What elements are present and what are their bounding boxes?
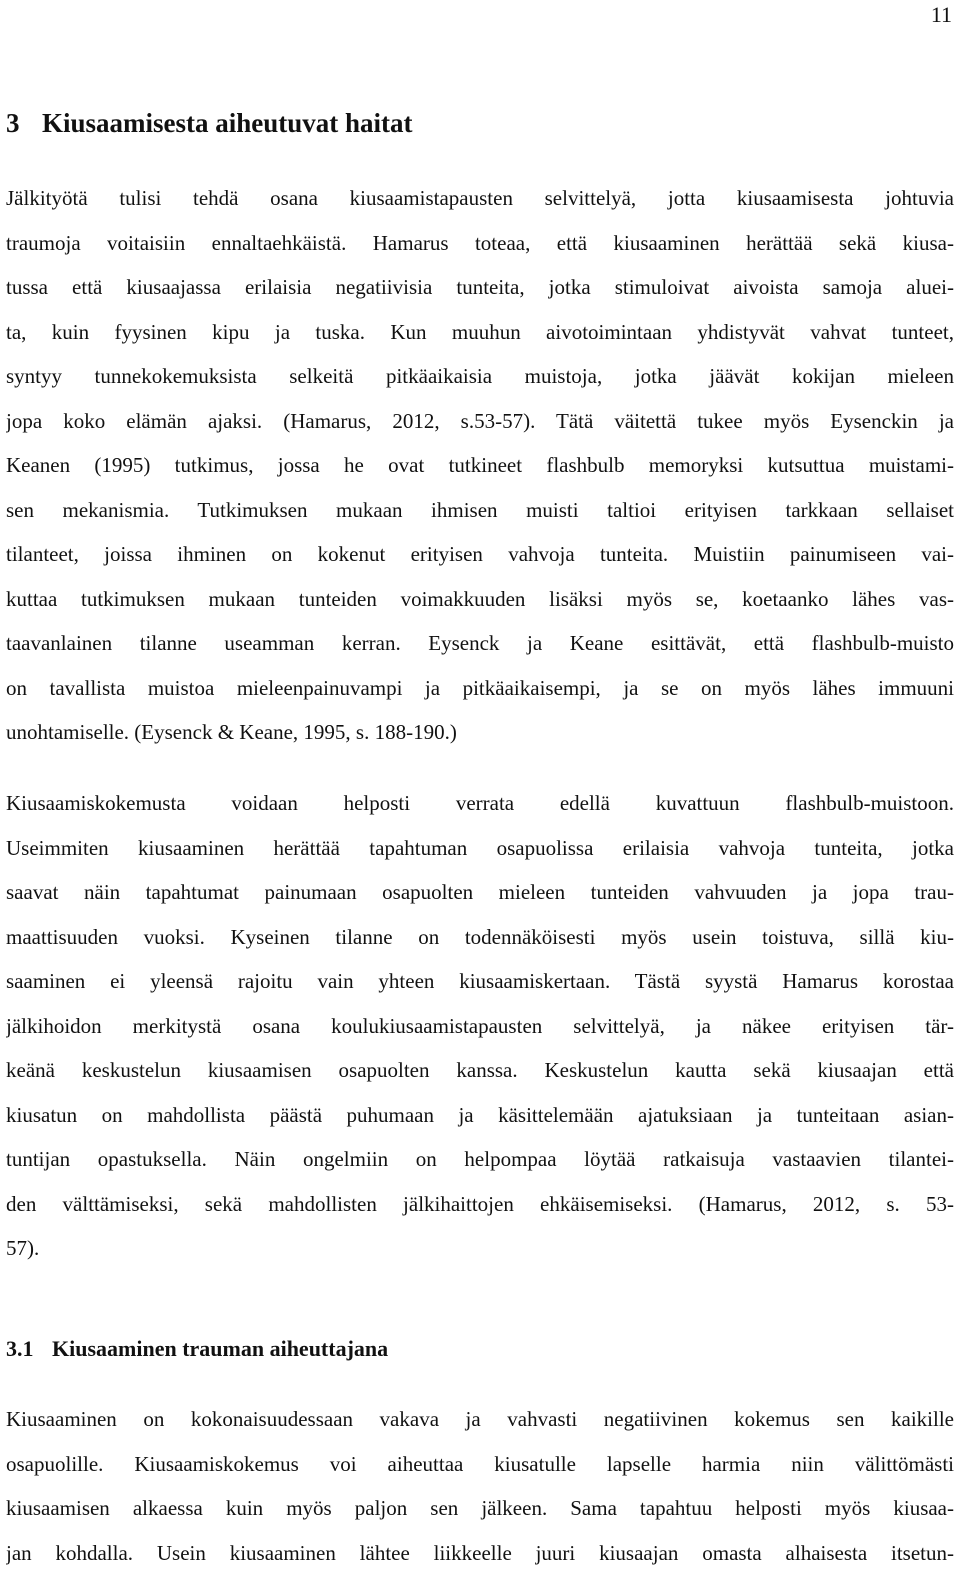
text-line: unohtamiselle. (Eysenck & Keane, 1995, s. 188-190.) (6, 710, 954, 755)
page-number: 11 (931, 2, 952, 28)
text-line: Jälkityötä tulisi tehdä osana kiusaamistapausten selvittelyä, jotta kiusaamisesta johtuvia (6, 176, 954, 221)
text-line: jopa koko elämän ajaksi. (Hamarus, 2012, s.53-57). Tätä väitettä tukee myös Eysenckin ja (6, 399, 954, 444)
text-line: traumoja voitaisiin ennaltaehkäistä. Hamarus toteaa, että kiusaaminen herättää sekä kiusa- (6, 221, 954, 266)
text-line: saavat näin tapahtumat painumaan osapuolten mieleen tunteiden vahvuuden ja jopa trau- (6, 870, 954, 915)
text-line: kiusaamisen alkaessa kuin myös paljon sen jälkeen. Sama tapahtuu helposti myös kiusaa- (6, 1486, 954, 1531)
text-line: Kiusaaminen on kokonaisuudessaan vakava ja vahvasti negatiivinen kokemus sen kaikille (6, 1397, 954, 1442)
text-line: on tavallista muistoa mieleenpainuvampi ja pitkäaikaisempi, ja se on myös lähes immuuni (6, 666, 954, 711)
text-line: osapuolille. Kiusaamiskokemus voi aiheuttaa kiusatulle lapselle harmia niin välittömästi (6, 1442, 954, 1487)
text-line: Useimmiten kiusaaminen herättää tapahtuman osapuolissa erilaisia vahvoja tunteita, jotka (6, 826, 954, 871)
text-line: tussa että kiusaajassa erilaisia negatiivisia tunteita, jotka stimuloivat aivoista samoja aluei- (6, 265, 954, 310)
paragraph-3 (6, 1397, 954, 1575)
text-line: saaminen ei yleensä rajoitu vain yhteen kiusaamiskertaan. Tästä syystä Hamarus korostaa (6, 959, 954, 1004)
section-heading (6, 106, 413, 140)
text-line: Kiusaamiskokemusta voidaan helposti verrata edellä kuvattuun flashbulb-muistoon. (6, 781, 954, 826)
text-line: maattisuuden vuoksi. Kyseinen tilanne on todennäköisesti myös usein toistuva, sillä kiu- (6, 915, 954, 960)
text-line: kiusatun on mahdollista päästä puhumaan ja käsittelemään ajatuksiaan ja tunteitaan asian- (6, 1093, 954, 1138)
text-line: tuntijan opastuksella. Näin ongelmiin on helpompaa löytää ratkaisuja vastaavien tilantei- (6, 1137, 954, 1182)
text-line: taavanlainen tilanne useamman kerran. Eysenck ja Keane esittävät, että flashbulb-muisto (6, 621, 954, 666)
text-line: Keanen (1995) tutkimus, jossa he ovat tutkineet flashbulb memoryksi kutsuttua muistami- (6, 443, 954, 488)
text-line: sen mekanismia. Tutkimuksen mukaan ihmisen muisti taltioi erityisen tarkkaan sellaiset (6, 488, 954, 533)
text-line: ta, kuin fyysinen kipu ja tuska. Kun muuhun aivotoimintaan yhdistyvät vahvat tunteet, (6, 310, 954, 355)
subsection-title: Kiusaaminen trauman aiheuttajana (52, 1336, 388, 1361)
text-line: syntyy tunnekokemuksista selkeitä pitkäaikaisia muistoja, jotka jäävät kokijan mieleen (6, 354, 954, 399)
subsection-heading (6, 1334, 388, 1364)
text-line: keänä keskustelun kiusaamisen osapuolten kanssa. Keskustelun kautta sekä kiusaajan että (6, 1048, 954, 1093)
text-line: jan kohdalla. Usein kiusaaminen lähtee liikkeelle juuri kiusaajan omasta alhaisesta itsetun- (6, 1531, 954, 1575)
subsection-number: 3.1 (6, 1334, 52, 1364)
paragraph-1 (6, 176, 954, 755)
text-line: tilanteet, joissa ihminen on kokenut erityisen vahvoja tunteita. Muistiin painumiseen vai- (6, 532, 954, 577)
text-line: kuttaa tutkimuksen mukaan tunteiden voimakkuuden lisäksi myös se, koetaanko lähes vas- (6, 577, 954, 622)
text-line: 57). (6, 1226, 954, 1271)
paragraph-2 (6, 781, 954, 1271)
section-title: Kiusaamisesta aiheutuvat haitat (42, 108, 413, 138)
text-line: den välttämiseksi, sekä mahdollisten jälkihaittojen ehkäisemiseksi. (Hamarus, 2012, s. 53- (6, 1182, 954, 1227)
section-number: 3 (6, 106, 42, 140)
text-line: jälkihoidon merkitystä osana koulukiusaamistapausten selvittelyä, ja näkee erityisen tär- (6, 1004, 954, 1049)
